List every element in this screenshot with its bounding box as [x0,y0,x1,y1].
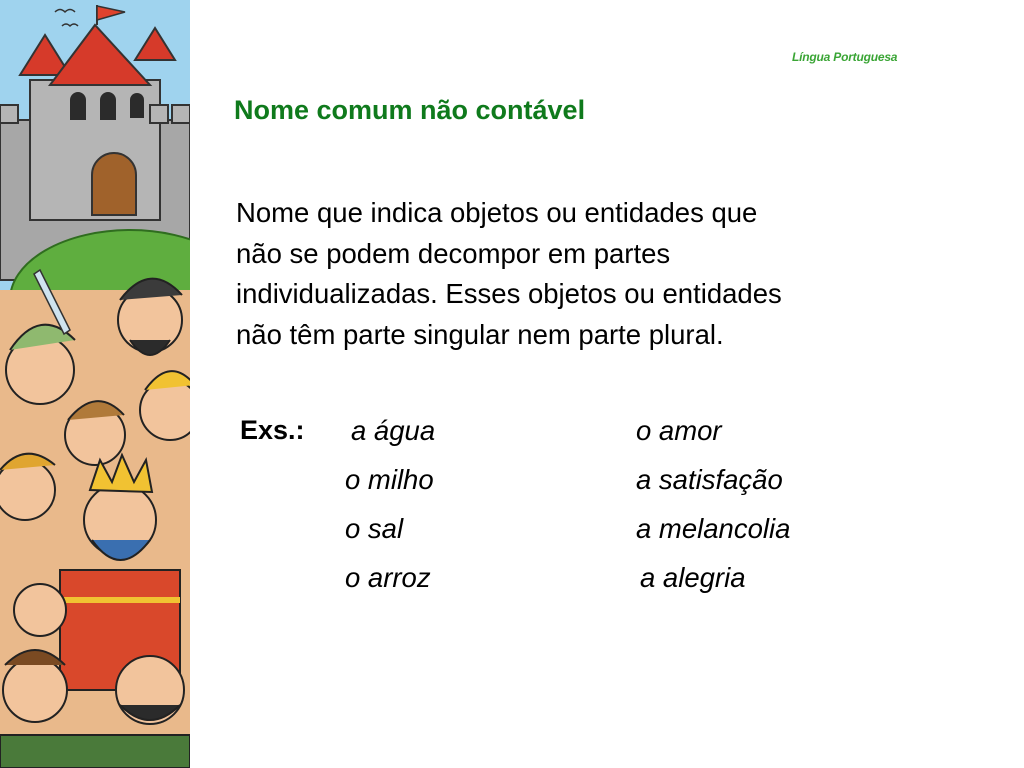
example-right: a alegria [640,562,746,593]
castle-crowd-illustration [0,0,190,768]
example-right: a satisfação [636,464,783,495]
definition-line: não têm parte singular nem parte plural. [236,318,724,350]
examples-label: Exs.: [240,415,305,445]
slide-title: Nome comum não contável [234,95,586,125]
brand-label: Língua Portuguesa [792,50,898,64]
definition-line: não se podem decompor em partes [236,237,671,269]
definition-line: individualizadas. Esses objetos ou entidades [236,278,782,309]
definition-line: Nome que indica objetos ou entidades que [236,197,758,228]
example-right: a melancolia [636,513,791,544]
example-left: o milho [345,464,434,495]
example-left: a água [351,415,436,446]
example-left: o arroz [345,562,431,593]
example-left: o sal [345,513,404,544]
definition-paragraph [236,193,936,355]
example-right: o amor [636,415,722,446]
